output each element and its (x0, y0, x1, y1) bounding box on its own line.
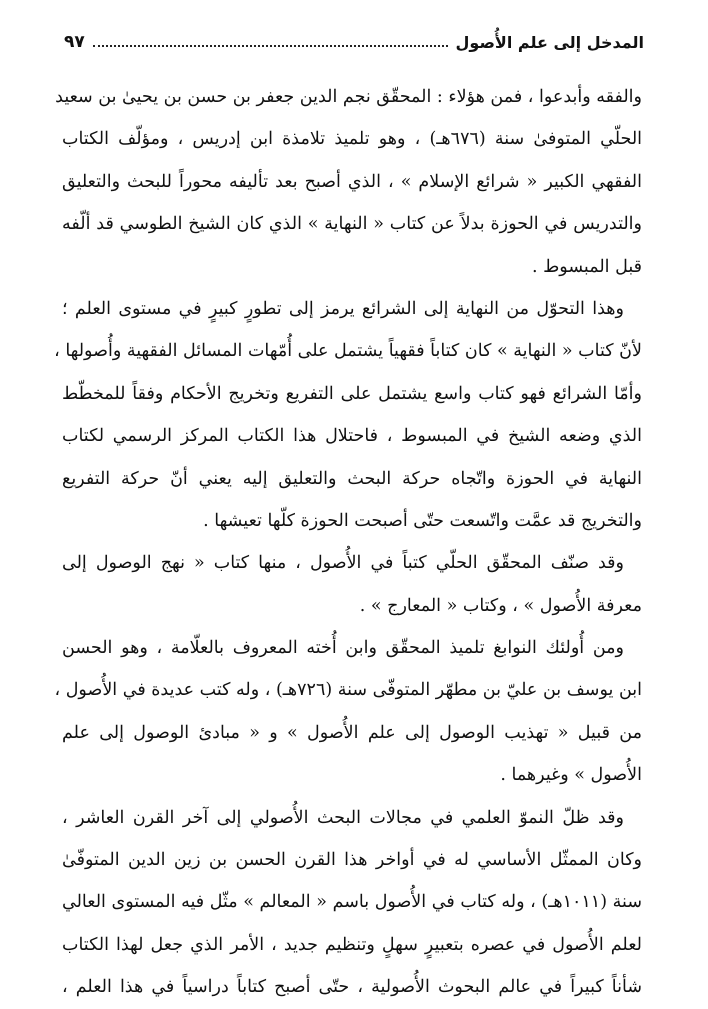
text-line: والتدريس في الحوزة بدلاً عن كتاب « النهاية » الذي كان الشيخ الطوسي قد ألّفه (62, 214, 642, 235)
text-line: لعلم الأُصول في عصره بتعبيرٍ سهلٍ وتنظيم جديد ، الأمر الذي جعل لهذا الكتاب (62, 934, 642, 955)
text-line: وهذا التحوّل من النهاية إلى الشرائع يرمز إلى تطورٍ كبيرٍ في مستوى العلم ؛ (62, 298, 624, 319)
text-line: ومن أُولئك النوابغ تلميذ المحقّق وابن أُخته المعروف بالعلّامة ، وهو الحسن (62, 638, 624, 659)
text-line: من قبيل « تهذيب الوصول إلى علم الأُصول » و « مبادئ الوصول إلى علم (62, 722, 642, 743)
text-line: النهاية في الحوزة واتّجاه حركة البحث والتعليق إليه يعني أنّ حركة التفريع (62, 468, 642, 489)
text-line: الذي وضعه الشيخ في المبسوط ، فاحتلال هذا الكتاب المركز الرسمي لكتاب (62, 426, 642, 447)
body-text (54, 76, 643, 998)
text-line: معرفة الأُصول » ، وكتاب « المعارج » . (359, 595, 642, 616)
running-title: المدخل إلى علم الأُصول (455, 32, 644, 52)
text-line: لأنّ كتاب « النهاية » كان كتاباً فقهياً يشتمل على أُمّهات المسائل الفقهية وأُصولها ، (54, 341, 642, 362)
text-line: الفقهي الكبير « شرائع الإسلام » ، الذي أصبح بعد تأليفه محوراً للبحث والتعليق (62, 171, 642, 192)
running-head (64, 30, 644, 54)
text-line: سنة (١٠١١هـ) ، وله كتاب في الأُصول باسم « المعالم » مثّل فيه المستوى العالي (62, 892, 642, 913)
page-number: ٩٧ (64, 32, 85, 52)
text-line: الحلّي المتوفىٰ سنة (٦٧٦هـ) ، وهو تلميذ تلامذة ابن إدريس ، ومؤلّف الكتاب (62, 129, 643, 150)
text-line: قبل المبسوط . (531, 256, 642, 277)
text-line: ابن يوسف بن عليّ بن مطهّر المتوفّى سنة (٧٢٦هـ) ، وله كتب عديدة في الأُصول ، (54, 680, 642, 701)
text-line: وقد ظلّ النموّ العلمي في مجالات البحث الأُصولي إلى آخر القرن العاشر ، (62, 807, 624, 828)
text-line: وأمّا الشرائع فهو كتاب واسع يشتمل على التفريع وتخريج الأحكام وفقاً للمخطّط (62, 383, 642, 404)
text-line: شأناً كبيراً في عالم البحوث الأُصولية ، حتّى أصبح كتاباً دراسياً في هذا العلم ، (62, 977, 642, 998)
dotted-leader (93, 45, 448, 47)
text-line: والفقه وأبدعوا ، فمن هؤلاء : المحقّق نجم الدين جعفر بن حسن بن يحيىٰ بن سعيد (55, 87, 642, 107)
text-line: الأُصول » وغيرهما . (500, 765, 642, 786)
text-line: وقد صنّف المحقّق الحلّي كتباً في الأُصول ، منها كتاب « نهج الوصول إلى (62, 553, 624, 574)
text-line: وكان الممثّل الأساسي له في أواخر هذا القرن الحسن بن زين الدين المتوفّىٰ (62, 850, 642, 871)
text-line: والتخريج قد عمَّت واتّسعت حتّى أصبحت الحوزة كلّها تعيشها . (203, 510, 642, 531)
